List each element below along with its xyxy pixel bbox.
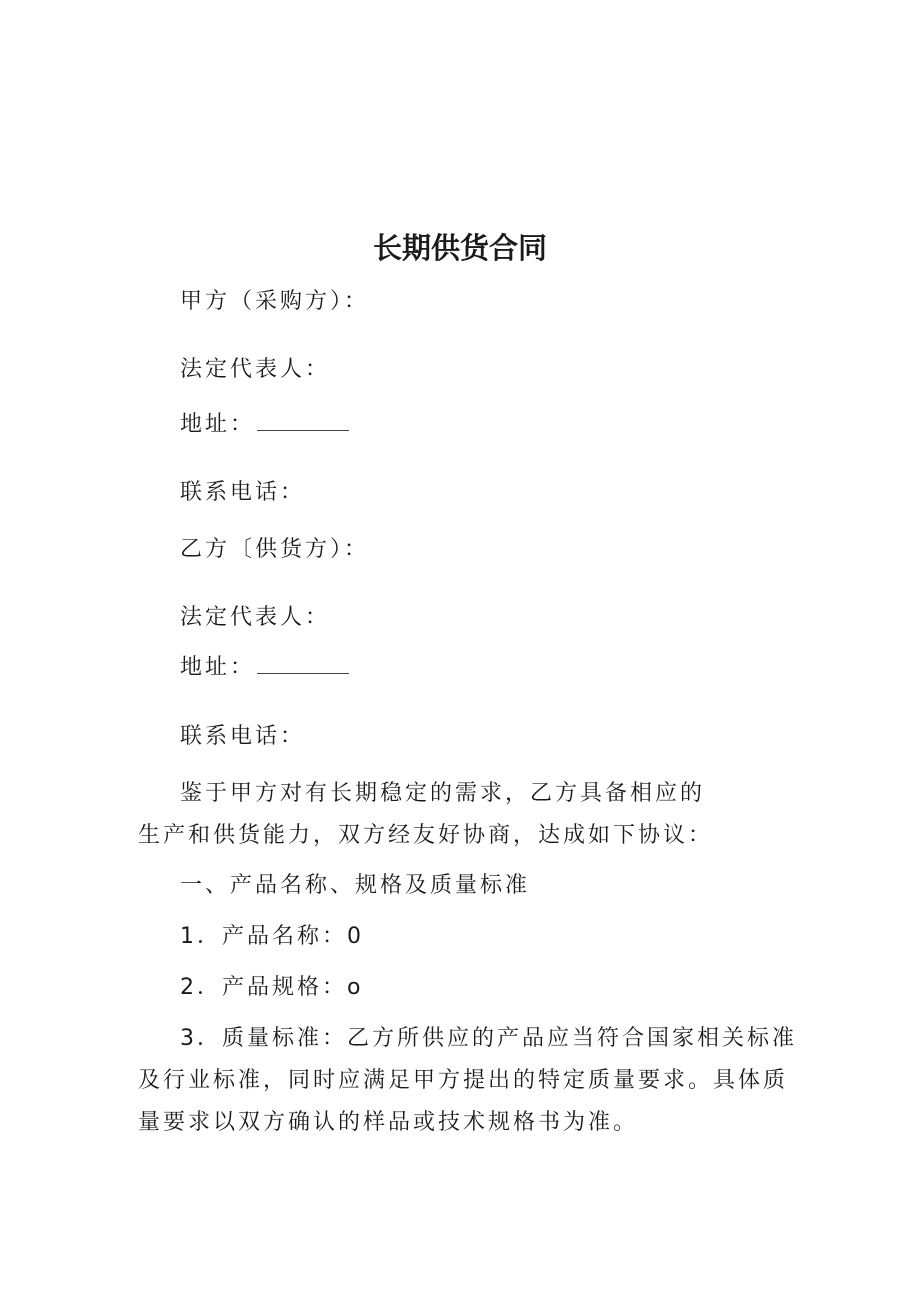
party-b-address-line xyxy=(180,653,349,683)
section-1-item-2: 2．产品规格：o xyxy=(180,975,364,1000)
party-a-representative: 法定代表人： xyxy=(180,357,331,382)
party-b-phone: 联系电话： xyxy=(180,724,306,749)
party-a-phone: 联系电话： xyxy=(180,480,306,505)
section-1-heading: 一、产品名称、规格及质量标准 xyxy=(180,873,531,898)
party-b-address-blank xyxy=(257,653,349,674)
section-1-item-3: 3．质量标准：乙方所供应的产品应当符合国家相关标准及行业标准，同时应满足甲方提出的特定质量要求。具体质量要求以双方确认的样品或技术规格书为准。 xyxy=(138,1026,797,1135)
document-title: 长期供货合同 xyxy=(372,231,547,265)
party-b-address-label: 地址： xyxy=(180,655,256,680)
party-a-address-label: 地址： xyxy=(180,412,256,437)
preamble-line-2: 生产和供货能力，双方经友好协商，达成如下协议： xyxy=(138,823,714,848)
party-b-heading: 乙方〔供货方）： xyxy=(180,537,370,562)
party-a-address-blank xyxy=(257,410,349,431)
party-a-heading: 甲方（采购方）： xyxy=(180,289,370,314)
party-b-representative: 法定代表人： xyxy=(180,605,331,630)
preamble-line-1: 鉴于甲方对有长期稳定的需求，乙方具备相应的 xyxy=(180,781,706,806)
section-1-item-1: 1．产品名称：0 xyxy=(180,924,364,949)
party-a-address-line xyxy=(180,410,349,440)
